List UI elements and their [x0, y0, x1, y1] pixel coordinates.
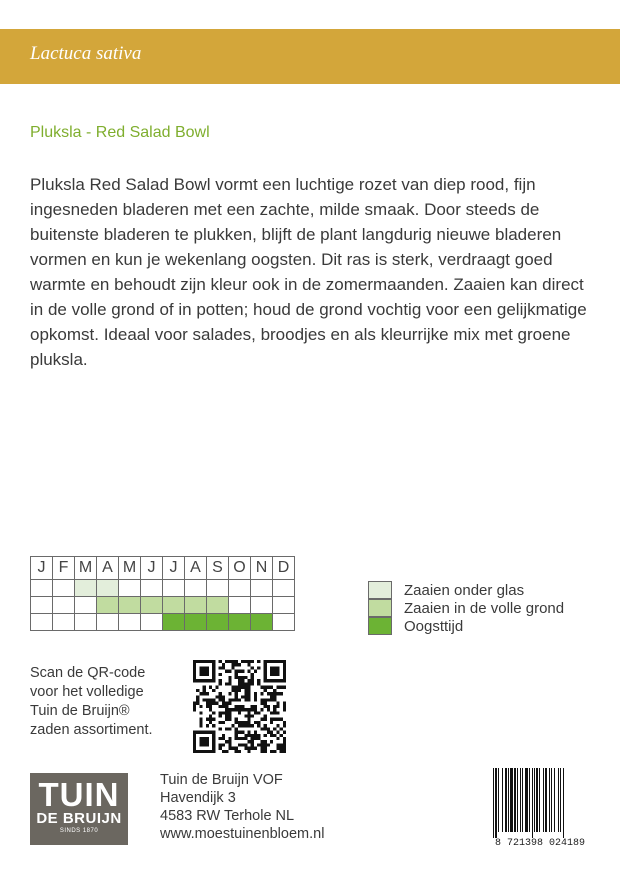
calendar-cell — [251, 580, 273, 597]
legend-item-glas — [368, 581, 564, 599]
calendar-month-label: A — [185, 557, 207, 580]
qr-text-line: Scan de QR-code — [30, 665, 146, 681]
calendar-cell — [163, 597, 185, 614]
calendar-cell — [207, 597, 229, 614]
calendar-cell — [31, 614, 53, 631]
product-description: Pluksla Red Salad Bowl vormt een luchtige rozet van diep rood, fijn ingesneden bladeren met een zachte, milde smaak. Door steeds de buitenste bladeren te plukken, blijft de plant langdurig nieuwe bladeren vormen en kun je wekenlang oogsten. Dit ras is sterk, verdraagt goed warmte en behoudt zijn kleur ook in de zomermaanden. Zaaien kan direct in de volle grond of in potten; houd de grond vochtig voor een gelijkmatige opkomst. Ideaal voor salades, broodjes en als kleurrijke mix met groene pluksla. — [30, 175, 587, 369]
calendar-cell — [251, 614, 273, 631]
calendar-month-label: A — [97, 557, 119, 580]
legend-item-grond — [368, 599, 564, 617]
qr-code[interactable] — [193, 660, 286, 753]
calendar-month-label: M — [75, 557, 97, 580]
calendar-cell — [229, 597, 251, 614]
calendar-cell — [141, 614, 163, 631]
calendar-cell — [119, 580, 141, 597]
calendar-cell — [207, 580, 229, 597]
calendar-cell — [229, 580, 251, 597]
calendar-cell — [119, 597, 141, 614]
calendar-cell — [75, 580, 97, 597]
street: Havendijk 3 — [160, 790, 236, 806]
qr-text-line: voor het volledige — [30, 684, 144, 700]
calendar-legend — [368, 581, 564, 635]
website-link[interactable]: www.moestuinenbloem.nl — [160, 826, 325, 842]
qr-finder — [264, 660, 286, 682]
calendar-cell — [141, 597, 163, 614]
calendar-cell — [53, 580, 75, 597]
qr-finder — [193, 731, 215, 753]
calendar-cell — [97, 597, 119, 614]
company-name: Tuin de Bruijn VOF — [160, 772, 283, 788]
legend-label: Oogsttijd — [404, 617, 464, 635]
sowing-calendar — [30, 556, 295, 631]
calendar-month-label: D — [273, 557, 295, 580]
calendar-cell — [229, 614, 251, 631]
calendar-month-label: J — [141, 557, 163, 580]
calendar-month-label: M — [119, 557, 141, 580]
calendar-cell — [31, 580, 53, 597]
brand-logo — [30, 773, 128, 845]
calendar-cell — [53, 614, 75, 631]
product-title: Pluksla - Red Salad Bowl — [30, 124, 210, 141]
legend-label: Zaaien in de volle grond — [404, 599, 565, 617]
calendar-cell — [207, 614, 229, 631]
logo-line2: DE BRUIJN — [36, 810, 122, 827]
legend-item-oogst — [368, 617, 564, 635]
calendar-row-oogst — [31, 614, 295, 631]
calendar-month-label: O — [229, 557, 251, 580]
barcode — [489, 768, 591, 848]
calendar-cell — [141, 580, 163, 597]
calendar-month-label: F — [53, 557, 75, 580]
legend-label: Zaaien onder glas — [404, 581, 525, 599]
city: 4583 RW Terhole NL — [160, 808, 295, 824]
calendar-cell — [251, 597, 273, 614]
calendar-month-row — [31, 557, 295, 580]
legend-swatch — [368, 599, 392, 617]
calendar-cell — [273, 580, 295, 597]
calendar-cell — [75, 597, 97, 614]
calendar-row-grond — [31, 597, 295, 614]
calendar-month-label: N — [251, 557, 273, 580]
calendar-row-glas — [31, 580, 295, 597]
calendar-month-label: S — [207, 557, 229, 580]
qr-instructions — [30, 664, 180, 740]
qr-text-line: zaden assortiment. — [30, 722, 153, 738]
latin-name: Lactuca sativa — [30, 43, 142, 64]
calendar-cell — [31, 597, 53, 614]
legend-swatch — [368, 581, 392, 599]
calendar-month-label: J — [163, 557, 185, 580]
calendar-cell — [185, 614, 207, 631]
calendar-cell — [119, 614, 141, 631]
calendar-cell — [75, 614, 97, 631]
calendar-cell — [185, 580, 207, 597]
barcode-number: 8 721398 024189 — [494, 838, 586, 848]
calendar-cell — [97, 614, 119, 631]
legend-swatch — [368, 617, 392, 635]
calendar-cell — [97, 580, 119, 597]
calendar-cell — [273, 614, 295, 631]
header-bar — [0, 29, 620, 84]
logo-line3: SINDS 1870 — [59, 828, 99, 834]
company-address — [160, 771, 324, 843]
qr-text-line: Tuin de Bruijn® — [30, 703, 130, 719]
calendar-month-label: J — [31, 557, 53, 580]
calendar-cell — [163, 614, 185, 631]
calendar-cell — [53, 597, 75, 614]
calendar-cell — [273, 597, 295, 614]
calendar-cell — [185, 597, 207, 614]
logo-line1: TUIN — [38, 776, 120, 813]
qr-finder — [193, 660, 215, 682]
calendar-cell — [163, 580, 185, 597]
